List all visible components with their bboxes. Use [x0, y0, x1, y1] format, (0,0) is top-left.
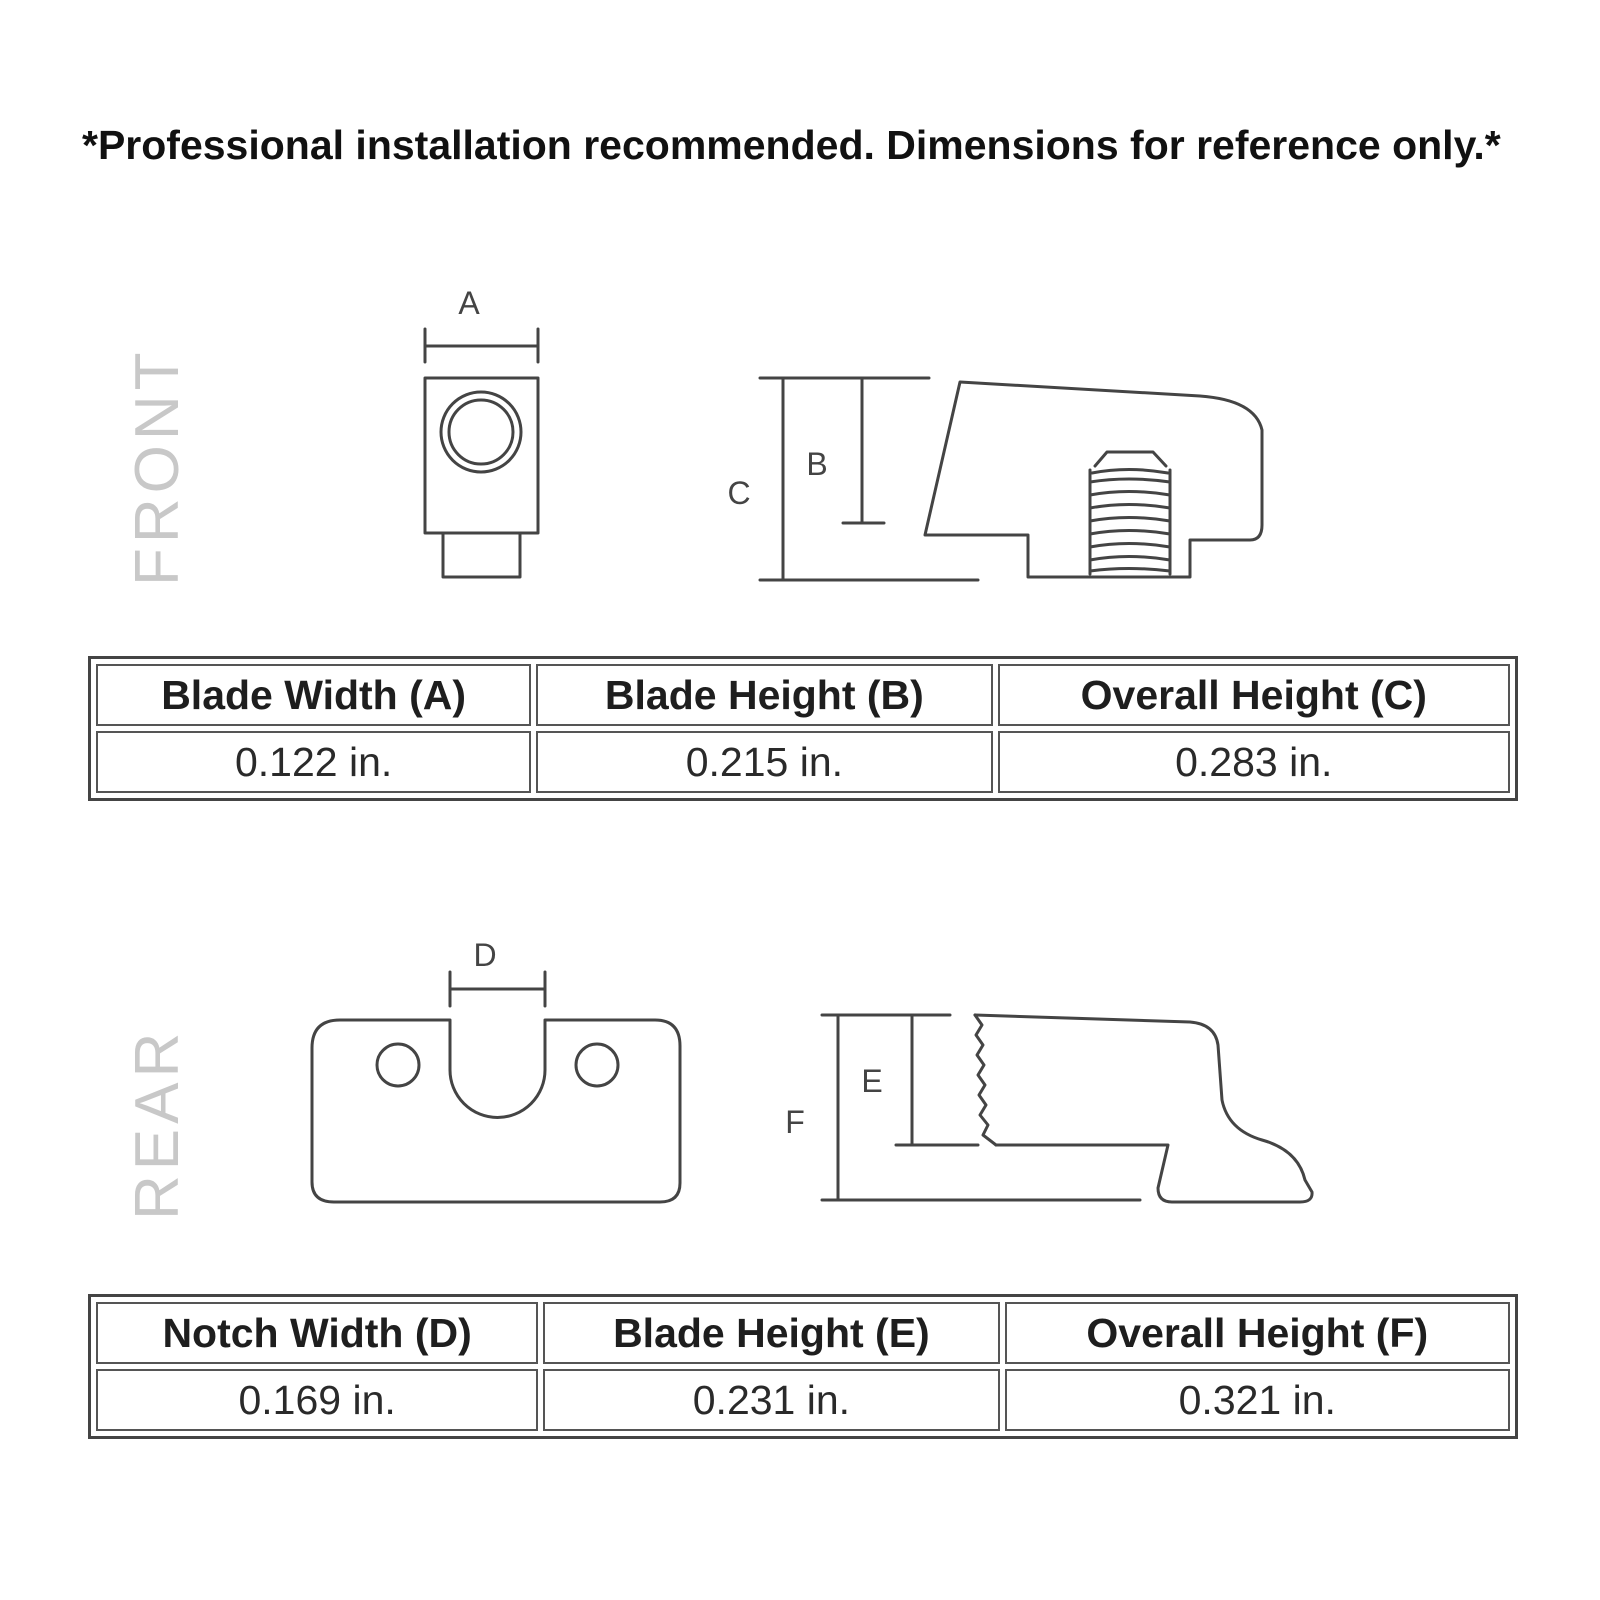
header-blade-height: Blade Height (E)	[543, 1302, 999, 1364]
front-side-view	[760, 378, 1262, 580]
rear-section-label: REAR	[123, 1027, 192, 1220]
value-blade-height: 0.215 in.	[536, 731, 992, 793]
header-notch-width: Notch Width (D)	[96, 1302, 538, 1364]
header-overall-height: Overall Height (C)	[998, 664, 1510, 726]
front-dimensions-table	[88, 656, 1518, 801]
header-overall-height: Overall Height (F)	[1005, 1302, 1510, 1364]
value-notch-width: 0.169 in.	[96, 1369, 538, 1431]
table-header-row	[96, 1302, 1510, 1364]
front-end-view	[425, 329, 538, 577]
rear-dimensions-table	[88, 1294, 1518, 1439]
dim-label-f: F	[785, 1104, 805, 1140]
value-blade-height: 0.231 in.	[543, 1369, 999, 1431]
header-blade-height: Blade Height (B)	[536, 664, 992, 726]
table-header-row	[96, 664, 1510, 726]
dim-label-c: C	[727, 475, 751, 511]
dim-label-a: A	[458, 285, 480, 321]
rear-side-view	[822, 1015, 1312, 1202]
dim-label-b: B	[806, 446, 828, 482]
value-overall-height: 0.283 in.	[998, 731, 1510, 793]
dim-label-d: D	[473, 937, 497, 973]
table-row	[96, 731, 1510, 793]
rear-end-view	[312, 972, 680, 1202]
value-blade-width: 0.122 in.	[96, 731, 531, 793]
table-row	[96, 1369, 1510, 1431]
value-overall-height: 0.321 in.	[1005, 1369, 1510, 1431]
dim-label-e: E	[861, 1063, 883, 1099]
installation-notice: *Professional installation recommended. Dimensions for reference only.*	[82, 122, 1501, 168]
header-blade-width: Blade Width (A)	[96, 664, 531, 726]
front-section-label: FRONT	[123, 347, 192, 586]
